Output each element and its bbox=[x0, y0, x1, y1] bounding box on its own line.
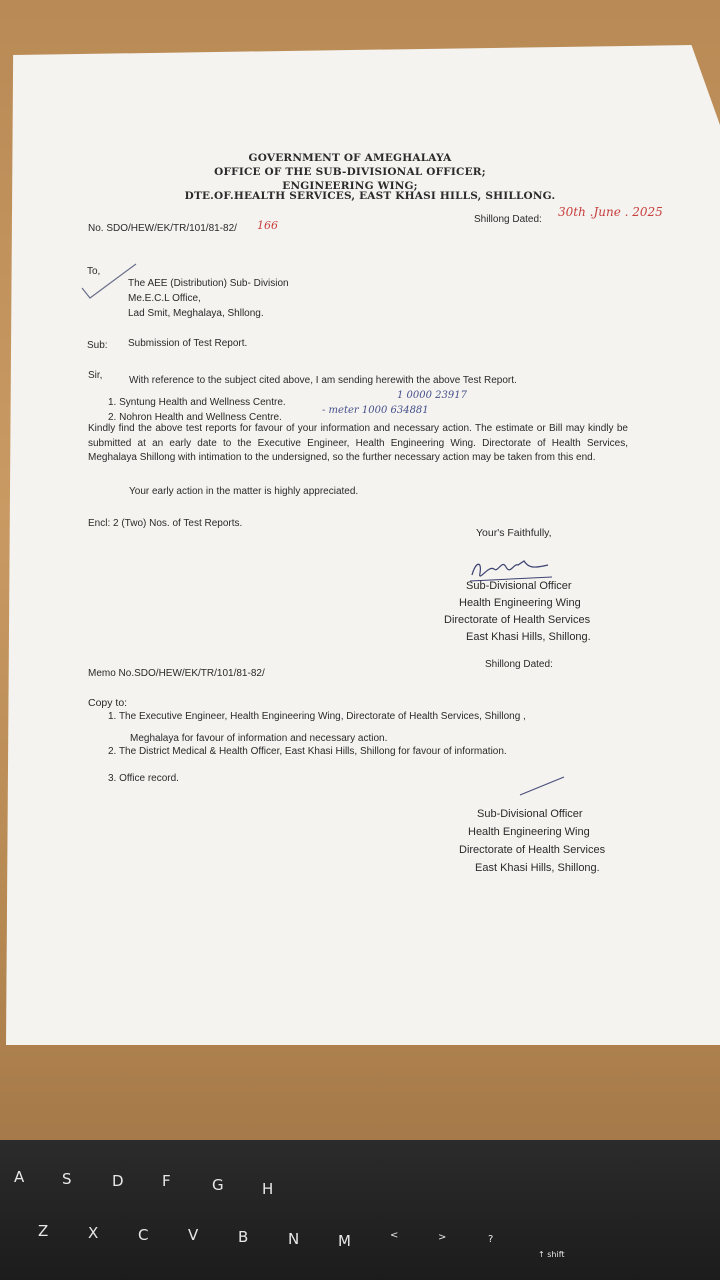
key-less-than: < bbox=[390, 1230, 399, 1241]
key-h: H bbox=[262, 1180, 274, 1198]
pen-stroke bbox=[518, 775, 568, 797]
signatory-2-title: Sub-Divisional Officer bbox=[477, 808, 583, 820]
key-d: D bbox=[112, 1172, 124, 1190]
signatory-1-district: East Khasi Hills, Shillong. bbox=[466, 631, 591, 643]
address-line-2: Me.E.C.L Office, bbox=[128, 293, 201, 304]
memo-number: Memo No.SDO/HEW/EK/TR/101/81-82/ bbox=[88, 668, 265, 679]
copy-item-2: 2. The District Medical & Health Officer, East Khasi Hills, Shillong for favour of information. bbox=[108, 746, 507, 757]
reference-number-handwritten: 166 bbox=[257, 219, 278, 232]
enclosure-line: Encl: 2 (Two) Nos. of Test Reports. bbox=[88, 518, 243, 529]
key-shift: ↑ shift bbox=[538, 1250, 565, 1259]
intro-line: With reference to the subject cited above, I am sending herewith the above Test Report. bbox=[129, 375, 517, 386]
yours-faithfully: Your's Faithfully, bbox=[476, 527, 552, 539]
key-v: V bbox=[188, 1226, 199, 1244]
handwritten-meter-1: 1 0000 23917 bbox=[397, 390, 467, 401]
key-c: C bbox=[138, 1226, 149, 1244]
handwritten-meter-2: - meter 1000 634881 bbox=[322, 405, 429, 416]
key-m: M bbox=[338, 1232, 351, 1250]
body-paragraph: Kindly find the above test reports for favour of your information and necessary action. The estimate or Bill may kindly be submitted at an early date to the Executive Engineer, Health Engineering Wing. Directorate of Health Services, Meghalaya Shillong with intimation to the undersigned, so the further necessary action may be taken from this end. bbox=[88, 423, 628, 463]
handwritten-date: 30th .June . 2025 bbox=[558, 205, 663, 219]
signatory-1-wing: Health Engineering Wing bbox=[459, 597, 581, 609]
key-b: B bbox=[238, 1228, 249, 1246]
subject-text: Submission of Test Report. bbox=[128, 338, 248, 349]
key-n: N bbox=[288, 1230, 300, 1248]
key-greater-than: > bbox=[438, 1232, 447, 1243]
to-label: To, bbox=[87, 266, 101, 277]
subject-label: Sub: bbox=[87, 340, 108, 351]
header-line-4: DTE.OF.HEALTH SERVICES, EAST KHASI HILLS, SHILLONG. bbox=[184, 190, 556, 202]
header-line-3: ENGINEERING WING; bbox=[282, 180, 418, 192]
copy-item-1b: Meghalaya for favour of information and necessary action. bbox=[130, 733, 388, 744]
signatory-2-wing: Health Engineering Wing bbox=[468, 826, 590, 838]
reference-number: No. SDO/HEW/EK/TR/101/81-82/ bbox=[88, 223, 237, 234]
copy-to-label: Copy to: bbox=[88, 697, 128, 709]
salutation: Sir, bbox=[88, 370, 103, 381]
key-x: X bbox=[88, 1224, 99, 1242]
key-f: F bbox=[162, 1172, 171, 1190]
key-question: ? bbox=[488, 1234, 494, 1245]
list-item-1: 1. Syntung Health and Wellness Centre. bbox=[108, 397, 286, 408]
address-line-1: The AEE (Distribution) Sub- Division bbox=[128, 278, 289, 289]
dated-label: Shillong Dated: bbox=[474, 214, 542, 225]
signatory-2-district: East Khasi Hills, Shillong. bbox=[475, 862, 600, 874]
signatory-2-directorate: Directorate of Health Services bbox=[459, 844, 606, 856]
laptop-keyboard bbox=[0, 1140, 720, 1280]
header-line-1: GOVERNMENT OF AMEGHALAYA bbox=[248, 152, 452, 164]
signatory-1-directorate: Directorate of Health Services bbox=[444, 614, 591, 626]
copy-item-3: 3. Office record. bbox=[108, 773, 179, 784]
key-a: A bbox=[14, 1168, 25, 1186]
list-item-2: 2. Nohron Health and Wellness Centre. bbox=[108, 412, 282, 423]
address-line-3: Lad Smit, Meghalaya, Shllong. bbox=[128, 308, 264, 319]
closing-line: Your early action in the matter is highly appreciated. bbox=[129, 486, 359, 497]
copy-item-1a: 1. The Executive Engineer, Health Engineering Wing, Directorate of Health Services, Shillong , bbox=[108, 711, 526, 722]
memo-dated: Shillong Dated: bbox=[485, 659, 553, 670]
key-s: S bbox=[62, 1170, 72, 1188]
header-line-2: OFFICE OF THE SUB-DIVISIONAL OFFICER; bbox=[214, 166, 486, 178]
signatory-1-title: Sub-Divisional Officer bbox=[466, 580, 572, 592]
key-g: G bbox=[212, 1176, 224, 1194]
key-z: Z bbox=[38, 1222, 49, 1240]
